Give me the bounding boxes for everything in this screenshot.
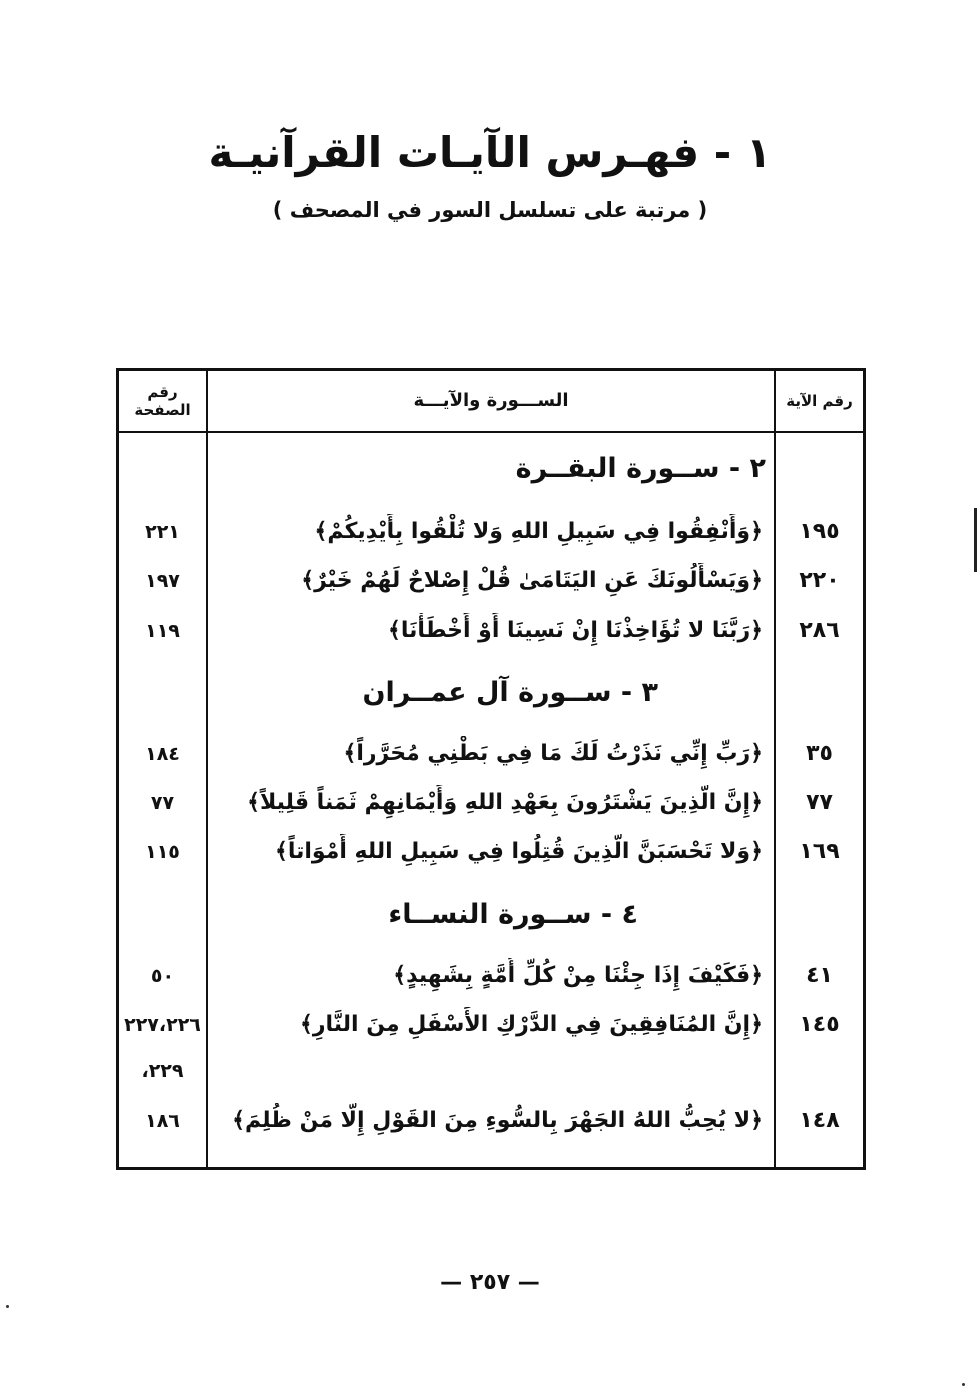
table-row (119, 1053, 863, 1089)
page-number: ١٨٦ (145, 1110, 180, 1132)
scan-margin-mark (974, 508, 977, 572)
table-row (119, 563, 863, 599)
table-row (119, 958, 863, 994)
page-number: ١٩٧ (145, 570, 180, 592)
ayah-number: ١٤٨ (799, 1108, 840, 1133)
ayah-number: ١٤٥ (799, 1012, 840, 1037)
page-number-footer: — ٢٥٧ — (440, 1270, 540, 1295)
table-row (119, 514, 863, 550)
header-surah-and-ayah: الســـورة والآيـــة (413, 390, 569, 411)
verse-text: ﴿إِنَّ المُنَافِقِينَ فِي الدَّرْكِ الأَسْفَلِ مِنَ النَّارِ﴾ (299, 1012, 763, 1037)
ayah-number: ٢٢٠ (799, 568, 840, 593)
surah-heading-al-imran: ٣ - ســورة آل عمــران (362, 677, 658, 708)
table-row (119, 1007, 863, 1043)
verse-text: ﴿إِنَّ الَّذِينَ يَشْتَرُونَ بِعَهْدِ اللهِ وَأَيْمَانِهِمْ ثَمَناً قَلِيلاً﴾ (247, 790, 763, 815)
ayah-number: ٣٥ (806, 741, 833, 766)
ayah-number: ١٦٩ (799, 839, 840, 864)
table-row (119, 1103, 863, 1139)
ayah-number: ٤١ (806, 963, 833, 988)
verses-index-table (116, 368, 866, 1170)
ayah-number: ٢٨٦ (799, 618, 840, 643)
page-number: ٧٧ (150, 792, 175, 814)
page-number: ٢٢٩، (141, 1060, 184, 1082)
table-row (119, 736, 863, 772)
verse-text: ﴿رَبِّ إِنِّي نَذَرْتُ لَكَ مَا فِي بَطْنِي مُحَرَّراً﴾ (343, 741, 763, 766)
page-subtitle: ( مرتبة على تسلسل السور في المصحف ) (272, 198, 708, 222)
scan-speck (6, 1305, 9, 1308)
header-divider (119, 431, 863, 433)
surah-heading-baqarah: ٢ - ســورة البقــرة (515, 453, 766, 484)
verse-text: ﴿فَكَيْفَ إِذَا جِئْنَا مِنْ كُلِّ أُمَّةٍ بِشَهِيدٍ﴾ (393, 963, 763, 988)
table-row (119, 613, 863, 649)
table-row (119, 834, 863, 870)
ayah-number: ١٩٥ (799, 519, 840, 544)
scan-speck (962, 1383, 965, 1386)
verse-text: ﴿لا يُحِبُّ اللهُ الجَهْرَ بِالسُّوءِ مِنَ القَوْلِ إِلَّا مَنْ ظُلِمَ﴾ (232, 1108, 763, 1133)
page-number: ١٨٤ (145, 743, 180, 765)
table-row (119, 785, 863, 821)
verse-text: ﴿وَأَنْفِقُوا فِي سَبِيلِ اللهِ وَلا تُلْقُوا بِأَيْدِيكُمْ﴾ (314, 519, 763, 544)
verse-text: ﴿رَبَّنَا لا تُؤَاخِذْنَا إِنْ نَسِينَا أَوْ أَخْطَأْنَا﴾ (388, 618, 763, 643)
verse-text: ﴿وَيَسْأَلُونَكَ عَنِ اليَتَامَىٰ قُلْ إِصْلاحٌ لَهُمْ خَيْرٌ﴾ (301, 568, 763, 593)
page-number: ٢٢١ (145, 521, 180, 543)
surah-heading-nisa: ٤ - ســورة النســاء (388, 899, 638, 930)
header-ayah-number: رقم الآية (786, 392, 853, 410)
page-title: ١ - فهـرس الآيـات القرآنيـة (208, 128, 772, 177)
page-number: ٢٢٧،٢٢٦ (124, 1014, 201, 1036)
page-number: ٥٠ (150, 965, 175, 987)
ayah-number: ٧٧ (806, 790, 833, 815)
verse-text: ﴿وَلا تَحْسَبَنَّ الَّذِينَ قُتِلُوا فِي سَبِيلِ اللهِ أَمْوَاتاً﴾ (274, 839, 763, 864)
page-number: ١١٥ (145, 841, 180, 863)
page-number: ١١٩ (145, 620, 180, 642)
header-page-number: رقم الصفحة (134, 383, 191, 419)
